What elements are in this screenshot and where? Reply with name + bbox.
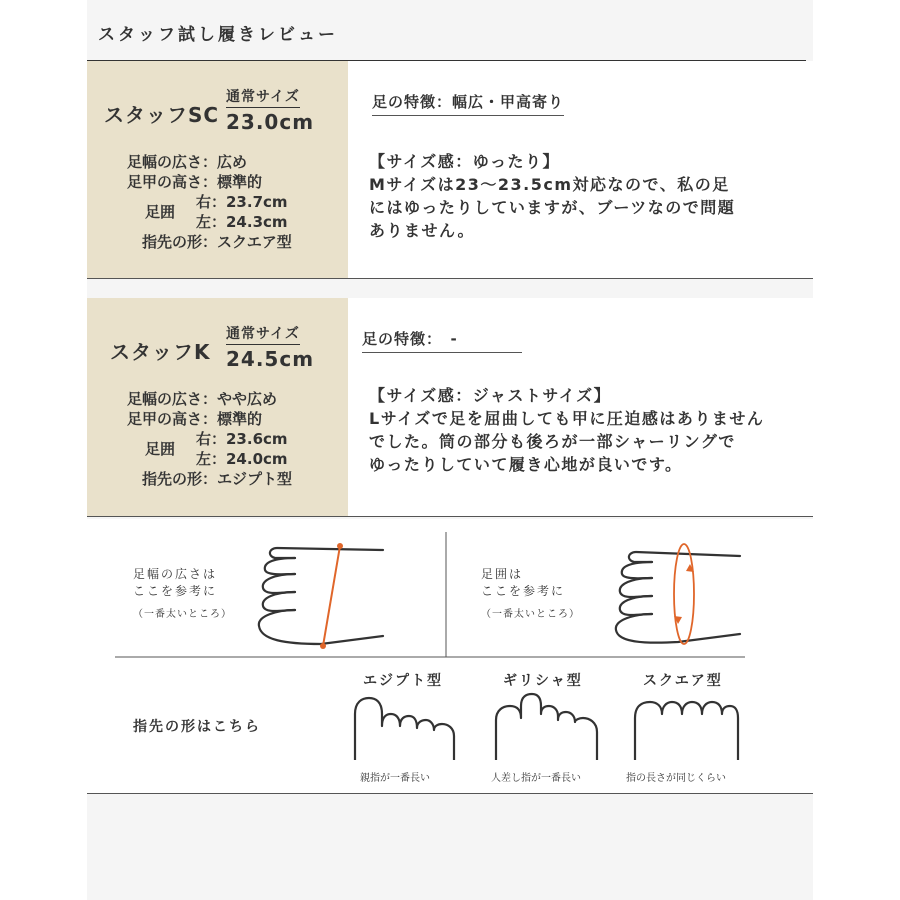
- toe-shape-heading: 指先の形はこちら: [133, 719, 261, 735]
- review-line: 【サイズ感：ジャストサイズ】: [369, 386, 612, 405]
- foot-width-illustration-icon: [255, 538, 385, 650]
- staff-specs: [121, 389, 292, 489]
- guide-line: ここを参考に: [481, 584, 566, 598]
- toe-type-greek-label: ギリシャ型: [503, 673, 583, 689]
- foot-feature: 足の特徴： -: [362, 328, 522, 353]
- guide-line: ここを参考に: [133, 584, 218, 598]
- square-toes-icon: [632, 696, 742, 762]
- girth-guide-note: （一番太いところ）: [481, 609, 580, 620]
- staff-card-sc: [87, 61, 813, 279]
- toe-shape-value: スクエア型: [217, 233, 292, 251]
- girth-guide-text: [481, 566, 565, 600]
- review-text: [369, 384, 764, 476]
- guide-line: 足囲は: [481, 567, 524, 581]
- staff-specs: [121, 152, 292, 252]
- foot-width-key: 足幅の広さ：: [126, 390, 217, 408]
- staff-card-k: [87, 298, 813, 517]
- review-text: [369, 150, 735, 242]
- review-line: でした。筒の部分も後ろが一部シャーリングで: [369, 432, 736, 451]
- guide-horizontal-divider: [115, 656, 745, 658]
- instep-value: 標準的: [217, 410, 263, 428]
- review-line: ゆったりしていて履き心地が良いです。: [369, 455, 683, 474]
- guide-vertical-divider: [445, 532, 447, 657]
- guide-line: 足幅の広さは: [133, 567, 218, 581]
- card-divider: [87, 278, 813, 279]
- girth-illustration-icon: [610, 538, 742, 650]
- usual-size-label: 通常サイズ: [226, 323, 300, 345]
- toe-type-greek-caption: 人差し指が一番長い: [491, 773, 581, 784]
- instep-key: 足甲の高さ：: [126, 410, 217, 428]
- girth-right-key: 右：: [196, 193, 227, 211]
- review-line: ありません。: [369, 221, 475, 240]
- usual-size-value: 24.5cm: [226, 347, 315, 371]
- foot-feature: 足の特徴：幅広・甲高寄り: [372, 91, 564, 116]
- foot-width-value: 広め: [217, 153, 248, 171]
- girth-left-value: 24.3cm: [226, 213, 288, 231]
- girth-right-value: 23.7cm: [226, 193, 288, 211]
- girth-left-value: 24.0cm: [226, 450, 288, 468]
- foot-width-guide-note: （一番太いところ）: [133, 609, 232, 620]
- girth-key: 足囲: [145, 440, 176, 458]
- review-line: Lサイズで足を屈曲しても甲に圧迫感はありません: [369, 409, 765, 428]
- egyptian-toes-icon: [352, 696, 462, 762]
- toe-type-square-label: スクエア型: [643, 673, 723, 689]
- review-line: にはゆったりしていますが、ブーツなので問題: [369, 198, 736, 217]
- foot-width-key: 足幅の広さ：: [126, 153, 217, 171]
- guide-bottom-divider: [87, 793, 813, 794]
- toe-shape-key: 指先の形：: [141, 470, 217, 488]
- staff-name: スタッフK: [110, 340, 211, 364]
- staff-name: スタッフSC: [104, 103, 220, 127]
- toe-shape-key: 指先の形：: [141, 233, 217, 251]
- instep-key: 足甲の高さ：: [126, 173, 217, 191]
- girth-right-key: 右：: [196, 430, 227, 448]
- girth-key: 足囲: [145, 203, 176, 221]
- foot-width-guide-text: [133, 566, 217, 600]
- review-line: 【サイズ感：ゆったり】: [369, 152, 561, 171]
- review-line: Mサイズは23～23.5cm対応なので、私の足: [369, 175, 730, 194]
- toe-shape-value: エジプト型: [217, 470, 293, 488]
- usual-size-value: 23.0cm: [226, 110, 315, 134]
- girth-right-value: 23.6cm: [226, 430, 288, 448]
- foot-width-value: やや広め: [217, 390, 278, 408]
- page-title: スタッフ試し履きレビュー: [98, 25, 338, 45]
- greek-toes-icon: [493, 692, 603, 762]
- instep-value: 標準的: [217, 173, 263, 191]
- usual-size-label: 通常サイズ: [226, 86, 300, 108]
- toe-type-egyptian-caption: 親指が一番長い: [360, 773, 430, 784]
- card-divider: [87, 516, 813, 517]
- toe-type-egyptian-label: エジプト型: [363, 673, 443, 689]
- girth-left-key: 左：: [196, 213, 227, 231]
- girth-left-key: 左：: [196, 450, 227, 468]
- toe-type-square-caption: 指の長さが同じくらい: [626, 773, 726, 784]
